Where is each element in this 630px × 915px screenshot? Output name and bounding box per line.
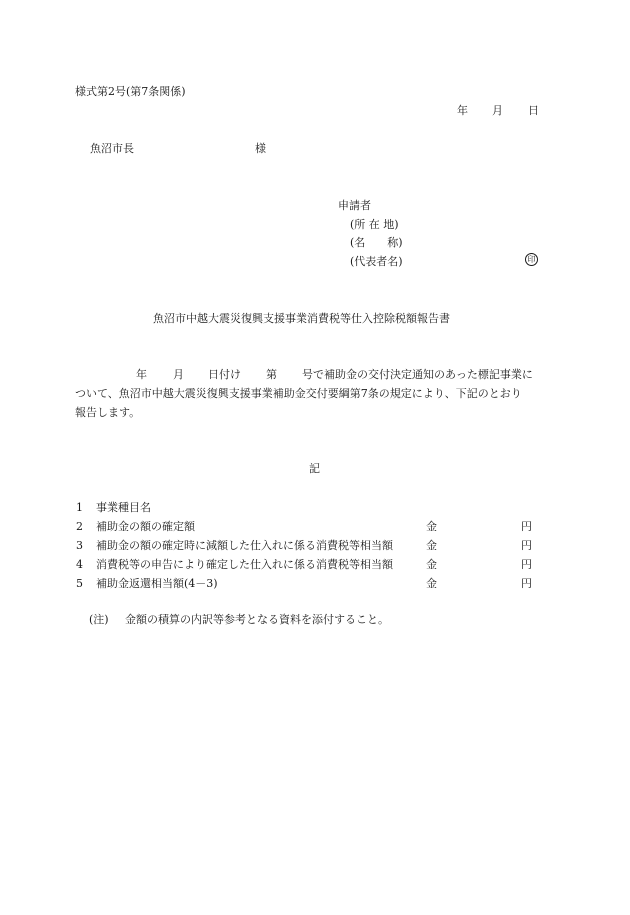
- ki-heading: 記: [309, 462, 320, 475]
- applicant-address-label: (所 在 地): [350, 218, 399, 231]
- body-year-label: 年: [136, 368, 147, 381]
- applicant-heading: 申請者: [338, 199, 371, 212]
- date-month-label: 月: [492, 104, 503, 117]
- applicant-name-label: (名 称): [350, 236, 403, 249]
- item-2-kin: 金: [426, 520, 437, 533]
- note-text: 金額の積算の内訳等参考となる資料を添付すること。: [125, 613, 389, 626]
- item-4-number: 4: [76, 558, 83, 571]
- item-2-yen: 円: [521, 520, 532, 533]
- item-1-number: 1: [76, 501, 83, 514]
- document-title: 魚沼市中越大震災復興支援事業消費税等仕入控除税額報告書: [153, 312, 450, 325]
- item-3-yen: 円: [521, 539, 532, 552]
- seal-mark: 印: [525, 253, 538, 266]
- item-5-yen: 円: [521, 577, 532, 590]
- body-month-label: 月: [173, 368, 184, 381]
- item-3-label: 補助金の額の確定時に減額した仕入れに係る消費税等相当額: [96, 539, 393, 552]
- body-line3: 報告します。: [75, 406, 141, 419]
- item-4-label: 消費税等の申告により確定した仕入れに係る消費税等相当額: [96, 558, 393, 571]
- form-number: 様式第2号(第7条関係): [75, 85, 186, 98]
- item-1-label: 事業種目名: [96, 501, 151, 514]
- item-2-number: 2: [76, 520, 83, 533]
- item-4-kin: 金: [426, 558, 437, 571]
- item-4-yen: 円: [521, 558, 532, 571]
- applicant-representative-label: (代表者名): [350, 255, 403, 268]
- body-number-label: 第: [266, 368, 277, 381]
- item-5-label: 補助金返還相当額(4－3): [96, 577, 218, 590]
- date-year-label: 年: [457, 104, 468, 117]
- item-3-kin: 金: [426, 539, 437, 552]
- item-5-kin: 金: [426, 577, 437, 590]
- body-line2: ついて、魚沼市中越大震災復興支援事業補助金交付要綱第7条の規定により、下記のとおり: [75, 387, 522, 400]
- item-3-number: 3: [76, 539, 83, 552]
- addressee-name: 魚沼市長: [90, 142, 134, 155]
- body-dated-label: 日付け: [208, 368, 241, 381]
- item-5-number: 5: [76, 577, 83, 590]
- note-label: (注): [89, 613, 109, 626]
- addressee-honorific: 様: [255, 142, 266, 155]
- date-day-label: 日: [528, 104, 539, 117]
- body-line1-tail: 号で補助金の交付決定通知のあった標記事業に: [302, 368, 533, 381]
- item-2-label: 補助金の額の確定額: [96, 520, 195, 533]
